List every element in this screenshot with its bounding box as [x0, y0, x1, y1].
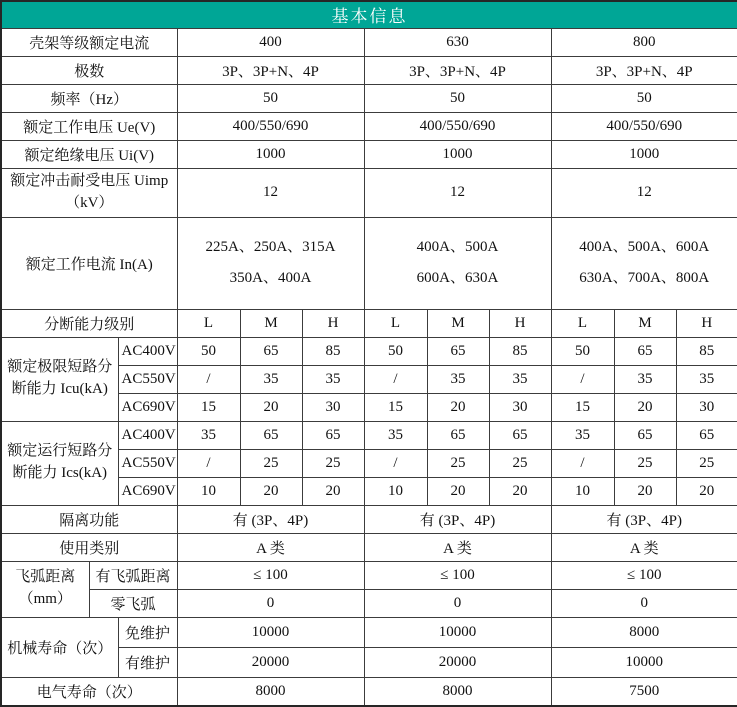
table-title: 基本信息 [1, 1, 737, 28]
value-cell: 400/550/690 [364, 112, 551, 140]
value-cell: 10 [177, 477, 240, 505]
label-line: 额定运行短路分 [7, 443, 113, 460]
value-cell: 有 (3P、4P) [364, 505, 551, 533]
value-cell: 65 [427, 421, 489, 449]
value-cell: / [551, 449, 614, 477]
value-cell: 400 [177, 28, 364, 56]
value-cell: 15 [177, 393, 240, 421]
label-cell: 频率（Hz） [1, 84, 177, 112]
value-cell: 50 [364, 337, 427, 365]
sub-label-cell: 有维护 [118, 647, 177, 677]
label-line: （mm） [18, 591, 72, 607]
label-line: （kV） [65, 194, 114, 211]
row-isolation [1, 505, 737, 533]
label-cell [1, 421, 118, 505]
row-usage-category [1, 533, 737, 561]
value-cell: 400/550/690 [177, 112, 364, 140]
row-mech-life-maintenance-free [1, 617, 737, 647]
value-cell: 50 [551, 84, 737, 112]
label-cell: 使用类别 [1, 533, 177, 561]
value-cell: 10 [551, 477, 614, 505]
value-cell: 50 [177, 84, 364, 112]
row-frame-current [1, 28, 737, 56]
value-cell: H [302, 309, 364, 337]
sub-label-cell: 零飞弧 [89, 589, 177, 617]
value-cell: 3P、3P+N、4P [551, 56, 737, 84]
label-cell: 额定工作电流 In(A) [1, 217, 177, 309]
row-arc-distance [1, 561, 737, 589]
value-cell: 20 [427, 393, 489, 421]
value-cell: 1000 [551, 140, 737, 168]
value-cell: 800 [551, 28, 737, 56]
row-icu-ac400v [1, 337, 737, 365]
value-cell: / [551, 365, 614, 393]
value-line: 600A、630A [416, 270, 499, 286]
value-cell: 85 [676, 337, 737, 365]
value-cell: 50 [551, 337, 614, 365]
value-cell: 3P、3P+N、4P [177, 56, 364, 84]
value-cell: / [364, 449, 427, 477]
value-cell: 50 [364, 84, 551, 112]
value-cell: 65 [240, 337, 302, 365]
value-cell: 15 [364, 393, 427, 421]
value-cell [551, 217, 737, 309]
value-cell: 有 (3P、4P) [177, 505, 364, 533]
value-cell: 25 [614, 449, 676, 477]
row-zero-arc [1, 589, 737, 617]
sub-label-cell: AC550V [118, 449, 177, 477]
value-cell: 65 [614, 421, 676, 449]
value-cell: 25 [427, 449, 489, 477]
value-line: 400A、500A [416, 238, 499, 255]
value-cell: 3P、3P+N、4P [364, 56, 551, 84]
value-cell: ≤ 100 [177, 561, 364, 589]
value-cell: 15 [551, 393, 614, 421]
sub-label-cell: AC550V [118, 365, 177, 393]
label-cell [1, 561, 89, 617]
label-line: 断能力 Ics(kA) [12, 465, 108, 481]
value-cell: 35 [489, 365, 551, 393]
value-cell: 65 [427, 337, 489, 365]
value-cell: / [177, 365, 240, 393]
value-cell: / [177, 449, 240, 477]
label-cell: 额定工作电压 Ue(V) [1, 112, 177, 140]
label-cell: 壳架等级额定电流 [1, 28, 177, 56]
value-cell: 65 [676, 421, 737, 449]
value-cell: 20 [240, 477, 302, 505]
sub-label-cell: 有飞弧距离 [89, 561, 177, 589]
sub-label-cell: AC690V [118, 393, 177, 421]
value-cell: 35 [240, 365, 302, 393]
value-cell: 8000 [364, 677, 551, 706]
value-cell: 65 [614, 337, 676, 365]
label-cell [1, 337, 118, 421]
value-cell: 35 [614, 365, 676, 393]
value-cell: 20 [676, 477, 737, 505]
value-cell: 20 [489, 477, 551, 505]
value-cell: 400/550/690 [551, 112, 737, 140]
value-cell: 35 [302, 365, 364, 393]
value-cell: M [427, 309, 489, 337]
value-cell: 35 [551, 421, 614, 449]
value-cell: 20 [302, 477, 364, 505]
row-insulation-voltage-ui [1, 140, 737, 168]
value-cell: 25 [676, 449, 737, 477]
value-cell: A 类 [177, 533, 364, 561]
value-cell: L [364, 309, 427, 337]
label-line: 断能力 Icu(kA) [11, 381, 108, 397]
value-cell: 0 [177, 589, 364, 617]
row-breaking-level [1, 309, 737, 337]
value-cell: 20 [614, 477, 676, 505]
value-line: 350A、400A [229, 270, 312, 286]
value-cell: 0 [364, 589, 551, 617]
value-cell: 10000 [364, 617, 551, 647]
row-ics-ac400v [1, 421, 737, 449]
sub-label-cell: AC400V [118, 421, 177, 449]
value-cell: 1000 [177, 140, 364, 168]
value-cell [177, 217, 364, 309]
label-cell: 分断能力级别 [1, 309, 177, 337]
value-line: 630A、700A、800A [579, 270, 710, 286]
value-line: 400A、500A、600A [579, 238, 710, 255]
value-cell: A 类 [364, 533, 551, 561]
value-cell: 12 [364, 168, 551, 217]
label-cell: 隔离功能 [1, 505, 177, 533]
value-cell: M [614, 309, 676, 337]
sub-label-cell: 免维护 [118, 617, 177, 647]
value-cell: 85 [302, 337, 364, 365]
value-cell: L [177, 309, 240, 337]
label-cell: 极数 [1, 56, 177, 84]
label-cell: 机械寿命（次） [1, 617, 118, 677]
value-cell: ≤ 100 [551, 561, 737, 589]
value-cell: 35 [364, 421, 427, 449]
value-cell: 25 [302, 449, 364, 477]
label-cell: 额定绝缘电压 Ui(V) [1, 140, 177, 168]
value-cell: A 类 [551, 533, 737, 561]
value-cell: 25 [240, 449, 302, 477]
value-cell: 12 [177, 168, 364, 217]
value-cell: 65 [302, 421, 364, 449]
value-cell: 20 [614, 393, 676, 421]
value-cell: 有 (3P、4P) [551, 505, 737, 533]
value-cell: 1000 [364, 140, 551, 168]
row-impulse-voltage-uimp [1, 168, 737, 217]
value-cell: H [489, 309, 551, 337]
header-row [1, 1, 737, 28]
row-rated-voltage-ue [1, 112, 737, 140]
sub-label-cell: AC690V [118, 477, 177, 505]
label-line: 额定冲击耐受电压 Uimp [10, 172, 169, 189]
value-cell: M [240, 309, 302, 337]
value-cell: L [551, 309, 614, 337]
value-cell: 10000 [177, 617, 364, 647]
value-cell: 20000 [364, 647, 551, 677]
label-cell: 电气寿命（次） [1, 677, 177, 706]
value-cell: 7500 [551, 677, 737, 706]
value-cell: 10000 [551, 647, 737, 677]
value-cell: 50 [177, 337, 240, 365]
value-cell: 20 [240, 393, 302, 421]
value-cell: 0 [551, 589, 737, 617]
value-cell: 35 [177, 421, 240, 449]
value-cell: 25 [489, 449, 551, 477]
label-line: 额定极限短路分 [7, 359, 113, 376]
label-cell [1, 168, 177, 217]
row-rated-current-in [1, 217, 737, 309]
value-cell: 10 [364, 477, 427, 505]
value-cell: 8000 [551, 617, 737, 647]
value-cell: 20000 [177, 647, 364, 677]
value-cell: / [364, 365, 427, 393]
value-cell: 85 [489, 337, 551, 365]
value-cell: 30 [676, 393, 737, 421]
value-cell: 8000 [177, 677, 364, 706]
row-poles [1, 56, 737, 84]
value-line: 225A、250A、315A [205, 238, 336, 255]
sub-label-cell: AC400V [118, 337, 177, 365]
value-cell: 65 [240, 421, 302, 449]
row-frequency [1, 84, 737, 112]
value-cell: 35 [676, 365, 737, 393]
value-cell: 30 [302, 393, 364, 421]
value-cell: 65 [489, 421, 551, 449]
value-cell: 35 [427, 365, 489, 393]
value-cell: ≤ 100 [364, 561, 551, 589]
label-line: 飞弧距离 [15, 569, 76, 586]
row-electrical-life [1, 677, 737, 706]
value-cell: 12 [551, 168, 737, 217]
value-cell: 630 [364, 28, 551, 56]
value-cell: 20 [427, 477, 489, 505]
value-cell: 30 [489, 393, 551, 421]
value-cell: H [676, 309, 737, 337]
value-cell [364, 217, 551, 309]
